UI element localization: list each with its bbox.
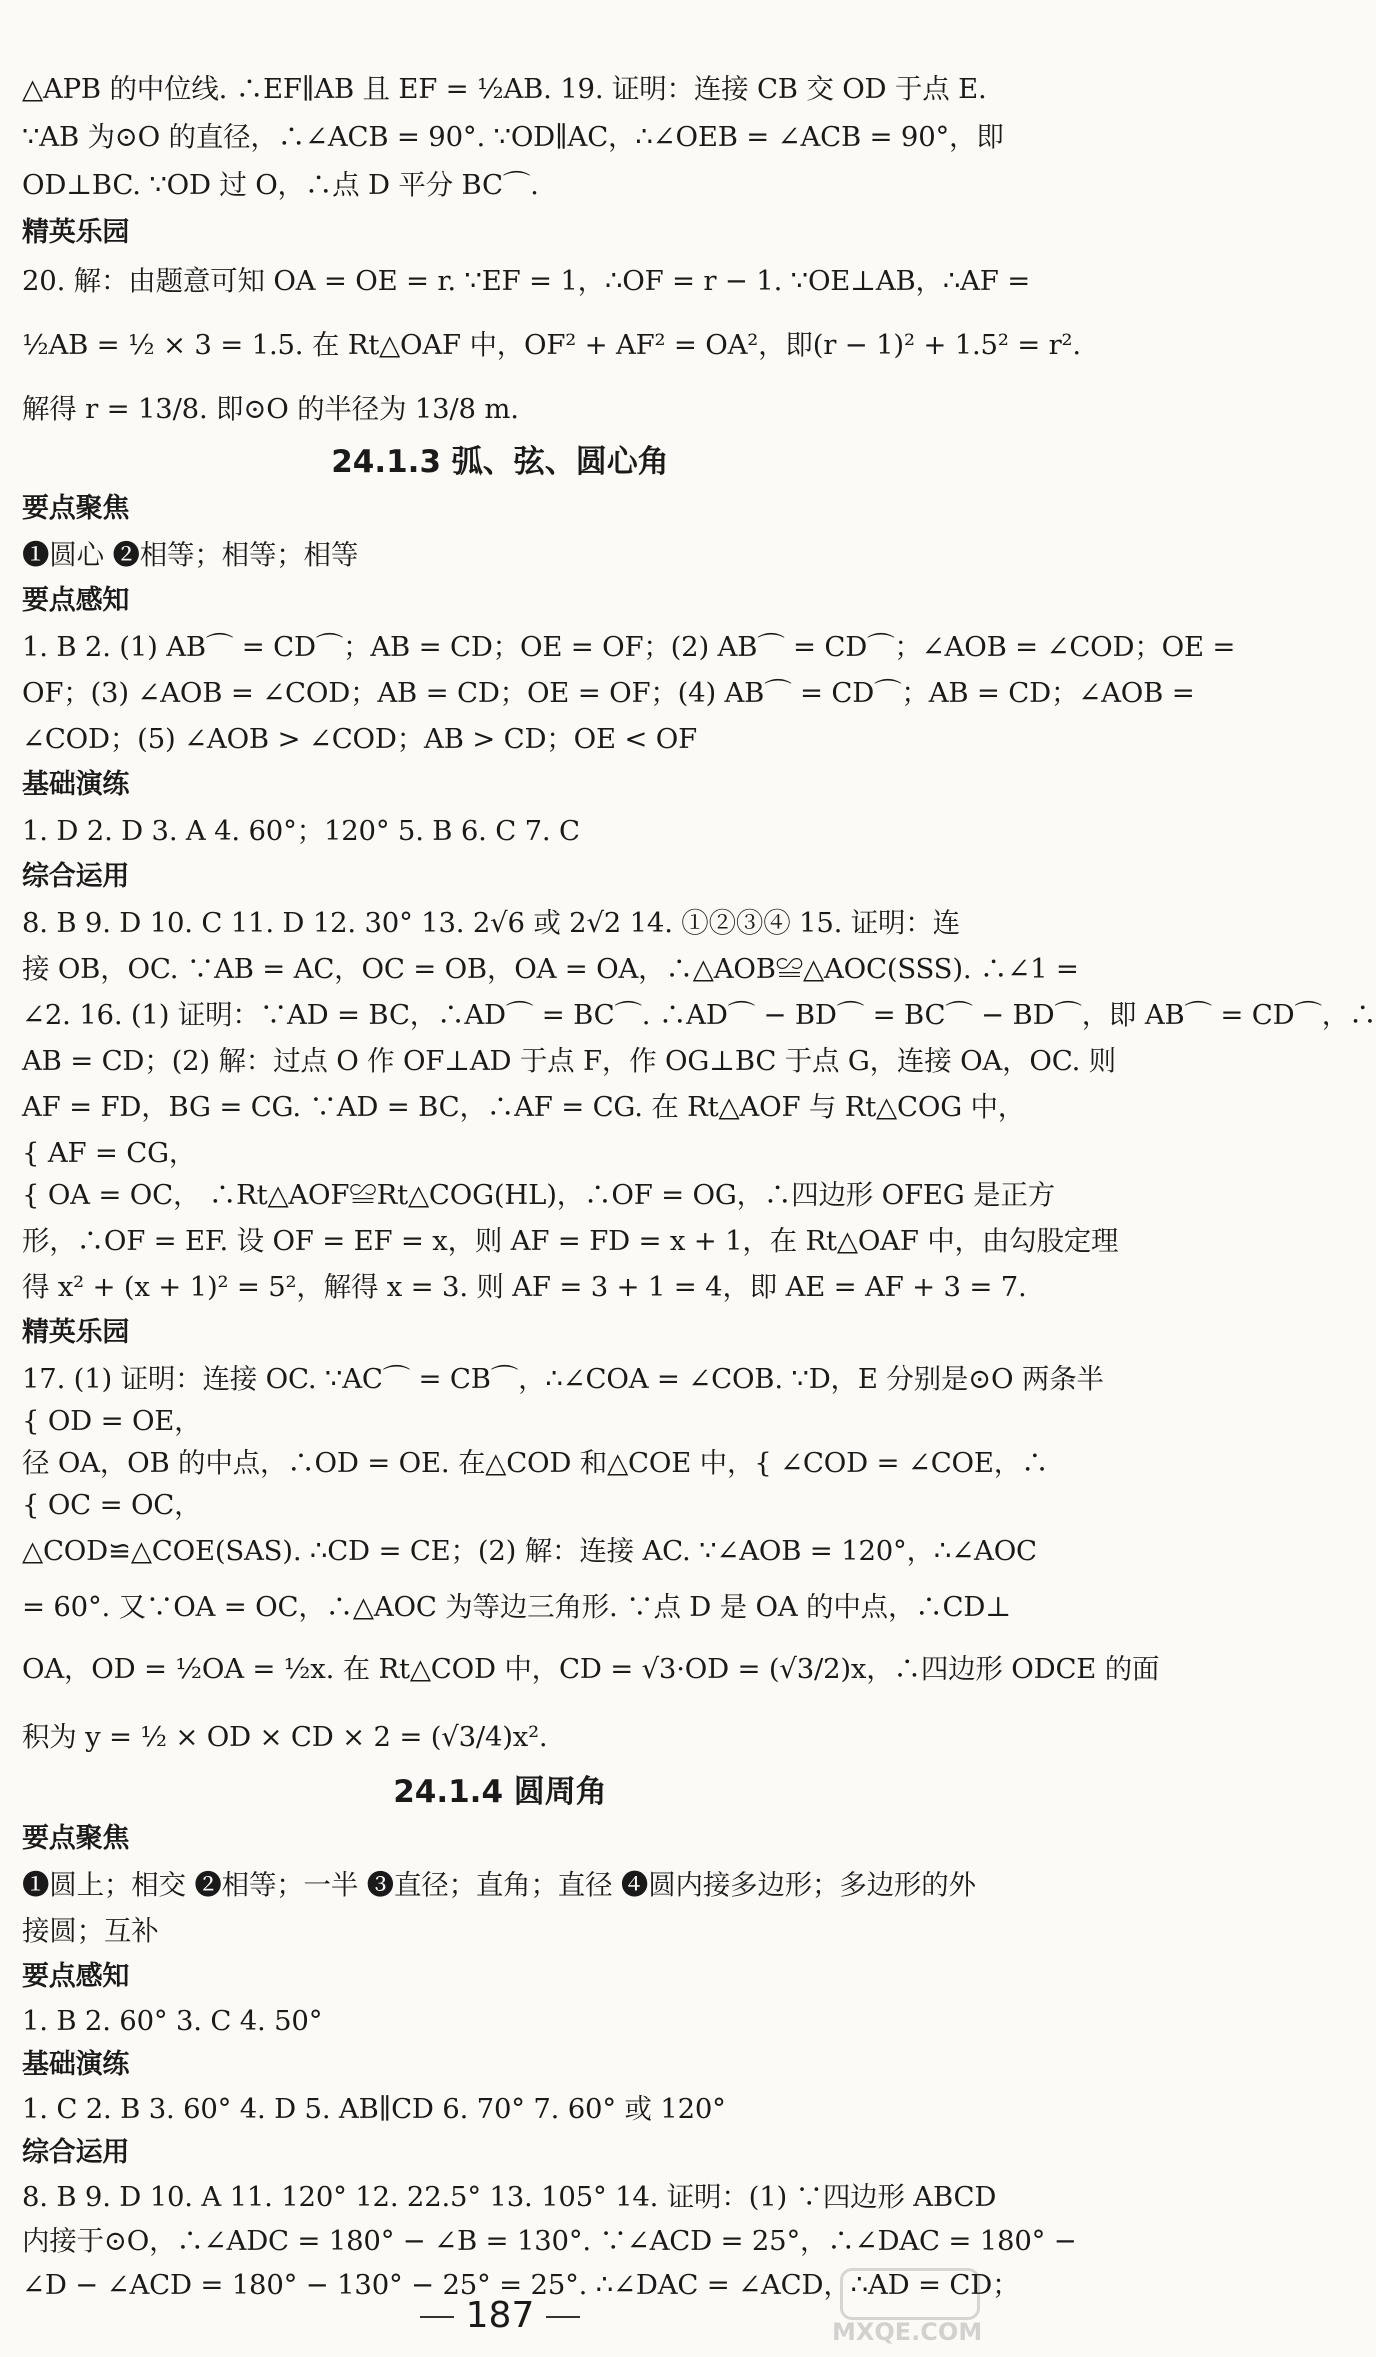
section-heading: 要点感知 [22, 1961, 130, 1992]
watermark-logo [832, 2268, 982, 2346]
section-heading: 要点聚焦 [22, 493, 130, 524]
text-line: 径 OA，OB 的中点，∴OD = OE. 在△COD 和△COE 中，{ ∠COD = ∠COE，∴ [22, 1447, 1049, 1479]
watermark-text: MXQE.COM [832, 2318, 983, 2346]
text-line: OA，OD = ½OA = ½x. 在 Rt△COD 中，CD = √3·OD = (√3/2)x，∴四边形 ODCE 的面 [22, 1653, 1160, 1685]
text-line: 8. B 9. D 10. C 11. D 12. 30° 13. 2√6 或 2√2 14. ①②③④ 15. 证明：连 [22, 907, 960, 939]
section-heading: 要点感知 [22, 585, 130, 616]
text-line: 内接于⊙O，∴∠ADC = 180° − ∠B = 130°. ∵∠ACD = 25°，∴∠DAC = 180° − [22, 2225, 1077, 2257]
text-line: 得 x² + (x + 1)² = 5²，解得 x = 3. 则 AF = 3 + 1 = 4，即 AE = AF + 3 = 7. [22, 1271, 1027, 1303]
text-line: OF；(3) ∠AOB = ∠COD；AB = CD；OE = OF；(4) AB⌒ = CD⌒；AB = CD；∠AOB = [22, 677, 1195, 709]
equation-brace-line: { OD = OE， [22, 1405, 202, 1437]
watermark-frame [840, 2268, 980, 2320]
page-number-text: 187 [465, 2295, 535, 2336]
text-line: 1. C 2. B 3. 60° 4. D 5. AB∥CD 6. 70° 7. 60° 或 120° [22, 2093, 726, 2125]
text-line: 形，∴OF = EF. 设 OF = EF = x，则 AF = FD = x + 1，在 Rt△OAF 中，由勾股定理 [22, 1225, 1119, 1257]
text-line: AF = FD，BG = CG. ∵AD = BC，∴AF = CG. 在 Rt△AOF 与 Rt△COG 中， [22, 1091, 1026, 1123]
text-line: 接圆；互补 [22, 1915, 159, 1947]
text-line: ∵AB 为⊙O 的直径，∴∠ACB = 90°. ∵OD∥AC，∴∠OEB = ∠ACB = 90°，即 [22, 121, 1004, 153]
section-heading: 基础演练 [22, 769, 130, 800]
text-line: △COD≌△COE(SAS). ∴CD = CE；(2) 解：连接 AC. ∵∠AOB = 120°，∴∠AOC [22, 1535, 1037, 1567]
text-line: 解得 r = 13/8. 即⊙O 的半径为 13/8 m. [22, 393, 519, 425]
page-number-rule-right [546, 2316, 580, 2318]
equation-brace-line: { OA = OC， ∴Rt△AOF≌Rt△COG(HL)，∴OF = OG，∴四边形 OFEG 是正方 [22, 1179, 1055, 1211]
text-line: 1. D 2. D 3. A 4. 60°；120° 5. B 6. C 7. C [22, 815, 580, 847]
page-number-rule-left [420, 2316, 454, 2318]
text-line: ∠2. 16. (1) 证明：∵AD = BC，∴AD⌒ = BC⌒. ∴AD⌒ − BD⌒ = BC⌒ − BD⌒，即 AB⌒ = CD⌒，∴ [22, 999, 1376, 1031]
text-line: = 60°. 又∵OA = OC，∴△AOC 为等边三角形. ∵点 D 是 OA 的中点，∴CD⊥ [22, 1591, 1011, 1623]
text-line: AB = CD；(2) 解：过点 O 作 OF⊥AD 于点 F，作 OG⊥BC 于点 G，连接 OA，OC. 则 [22, 1045, 1116, 1077]
equation-brace-line: { OC = OC， [22, 1489, 202, 1521]
section-heading: 综合运用 [22, 2137, 130, 2168]
section-heading: 要点聚焦 [22, 1823, 130, 1854]
text-line: ❶圆心 ❷相等；相等；相等 [22, 539, 359, 571]
text-line: ½AB = ½ × 3 = 1.5. 在 Rt△OAF 中，OF² + AF² = OA²，即(r − 1)² + 1.5² = r². [22, 329, 1081, 361]
section-heading: 精英乐园 [22, 1317, 130, 1348]
text-line: 20. 解：由题意可知 OA = OE = r. ∵EF = 1，∴OF = r − 1. ∵OE⊥AB，∴AF = [22, 265, 1031, 297]
text-line: 接 OB，OC. ∵AB = AC，OC = OB，OA = OA，∴△AOB≌△AOC(SSS). ∴∠1 = [22, 953, 1079, 985]
text-line: △APB 的中位线. ∴EF∥AB 且 EF = ½AB. 19. 证明：连接 CB 交 OD 于点 E. [22, 73, 987, 105]
section-heading: 综合运用 [22, 861, 130, 892]
text-line: ∠COD；(5) ∠AOB > ∠COD；AB > CD；OE < OF [22, 723, 697, 755]
text-line: 积为 y = ½ × OD × CD × 2 = (√3/4)x². [22, 1721, 548, 1753]
chapter-title: 24.1.3 弧、弦、圆心角 [331, 444, 669, 480]
text-line: OD⊥BC. ∵OD 过 O，∴点 D 平分 BC⌒. [22, 169, 539, 201]
equation-brace-line: { AF = CG， [22, 1137, 197, 1169]
text-line: 17. (1) 证明：连接 OC. ∵AC⌒ = CB⌒，∴∠COA = ∠COB. ∵D，E 分别是⊙O 两条半 [22, 1363, 1104, 1395]
text-line: 8. B 9. D 10. A 11. 120° 12. 22.5° 13. 105° 14. 证明：(1) ∵四边形 ABCD [22, 2181, 997, 2213]
text-line: ∠D − ∠ACD = 180° − 130° − 25° = 25°. ∴∠DAC = ∠ACD，∴AD = CD； [22, 2269, 1020, 2301]
section-heading: 基础演练 [22, 2049, 130, 2080]
chapter-title: 24.1.4 圆周角 [393, 1774, 607, 1810]
text-line: ❶圆上；相交 ❷相等；一半 ❸直径；直角；直径 ❹圆内接多边形；多边形的外 [22, 1869, 976, 1901]
section-heading: 精英乐园 [22, 217, 130, 248]
text-line: 1. B 2. (1) AB⌒ = CD⌒；AB = CD；OE = OF；(2) AB⌒ = CD⌒；∠AOB = ∠COD；OE = [22, 631, 1236, 663]
text-line: 1. B 2. 60° 3. C 4. 50° [22, 2005, 323, 2037]
